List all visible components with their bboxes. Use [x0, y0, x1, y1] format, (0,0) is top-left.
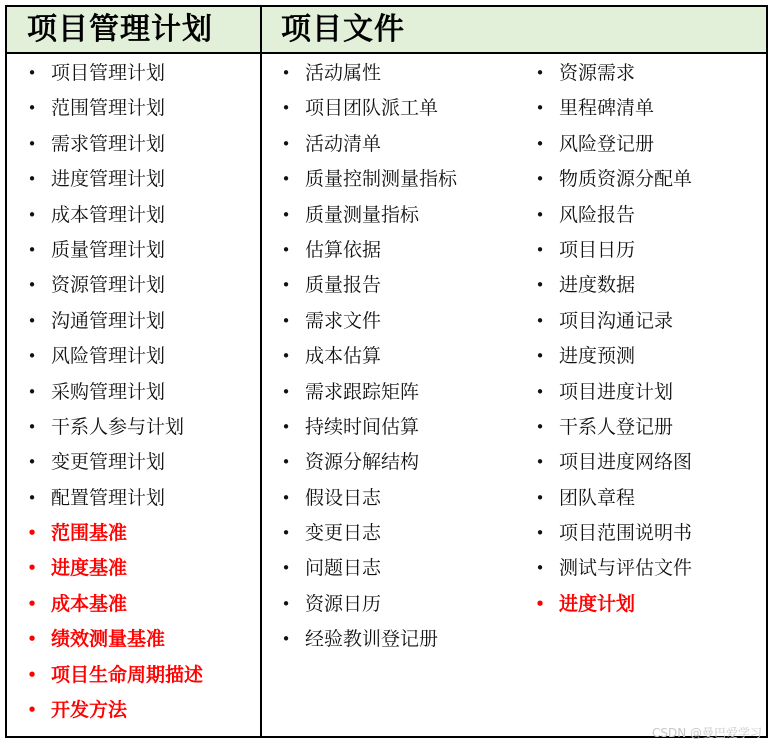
list-item-label: 成本管理计划 — [51, 203, 166, 226]
list-item-label: 沟通管理计划 — [51, 309, 166, 332]
bullet-icon: • — [281, 453, 291, 472]
list-item — [26, 410, 203, 445]
list-item — [280, 410, 457, 445]
bullet-icon: • — [535, 276, 545, 295]
bullet-icon: • — [27, 170, 37, 189]
watermark: CSDN @曼巴爱学习 — [651, 726, 762, 740]
header-project-documents: 项目文件 — [281, 12, 405, 47]
list-item-label: 估算依据 — [305, 238, 382, 261]
list-item — [534, 587, 692, 622]
list-item-label: 变更管理计划 — [51, 451, 166, 474]
list-item — [534, 410, 692, 445]
bullet-icon: • — [281, 488, 291, 507]
bullet-icon: • — [27, 205, 37, 224]
list-item — [26, 339, 203, 374]
bullet-icon: • — [281, 134, 291, 153]
bullet-icon: • — [535, 559, 545, 578]
bullet-icon: • — [27, 559, 37, 578]
list-item-label: 问题日志 — [305, 557, 382, 580]
list-item — [534, 516, 692, 551]
bullet-icon: • — [281, 347, 291, 366]
list-item-label: 项目沟通记录 — [559, 309, 674, 332]
list-item — [26, 162, 203, 197]
list-item — [26, 198, 203, 233]
list-item — [280, 445, 457, 480]
list-item — [26, 693, 203, 728]
bullet-icon: • — [27, 240, 37, 259]
list-item — [280, 91, 457, 126]
bullet-icon: • — [281, 630, 291, 649]
list-item-label: 质量报告 — [305, 274, 382, 297]
list-item — [534, 162, 692, 197]
list-item — [280, 587, 457, 622]
list-item — [280, 375, 457, 410]
list-item — [280, 198, 457, 233]
list-item — [26, 268, 203, 303]
bullet-icon: • — [535, 417, 545, 436]
list-item-label: 活动清单 — [305, 132, 382, 155]
bullet-icon: • — [281, 99, 291, 118]
list-item-label: 质量管理计划 — [51, 238, 166, 261]
bullet-icon: • — [535, 240, 545, 259]
bullet-icon: • — [535, 311, 545, 330]
list-item — [26, 516, 203, 551]
list-item-label: 成本基准 — [51, 592, 128, 615]
list-item — [534, 481, 692, 516]
bullet-icon: • — [27, 524, 37, 543]
list-item-label: 持续时间估算 — [305, 415, 420, 438]
list-item — [26, 622, 203, 657]
list-item-label: 需求文件 — [305, 309, 382, 332]
bullet-icon: • — [281, 205, 291, 224]
list-project-documents-2 — [534, 56, 692, 622]
bullet-icon: • — [27, 99, 37, 118]
bullet-icon: • — [281, 417, 291, 436]
bullet-icon: • — [281, 382, 291, 401]
list-item-label: 开发方法 — [51, 699, 128, 722]
list-item-label: 活动属性 — [305, 62, 382, 84]
list-item — [534, 304, 692, 339]
bullet-icon: • — [27, 311, 37, 330]
list-item-label: 进度数据 — [559, 274, 636, 297]
list-item-label: 进度计划 — [559, 592, 636, 615]
list-item-label: 采购管理计划 — [51, 380, 166, 403]
list-item-label: 需求管理计划 — [51, 132, 166, 155]
list-item — [534, 375, 692, 410]
bullet-icon: • — [281, 276, 291, 295]
list-item — [26, 56, 203, 91]
bullet-icon: • — [27, 701, 37, 720]
list-item-label: 资源管理计划 — [51, 274, 166, 297]
list-item-label: 资源需求 — [559, 62, 636, 84]
bullet-icon: • — [535, 347, 545, 366]
list-item-label: 里程碑清单 — [559, 97, 655, 120]
list-item — [26, 127, 203, 162]
bullet-icon: • — [27, 630, 37, 649]
list-item-label: 资源分解结构 — [305, 451, 420, 474]
list-item — [534, 56, 692, 91]
list-item-label: 经验教训登记册 — [305, 628, 439, 651]
list-item-label: 项目进度网络图 — [559, 451, 693, 474]
list-item-label: 变更日志 — [305, 522, 382, 545]
list-item — [26, 233, 203, 268]
list-item-label: 资源日历 — [305, 592, 382, 615]
list-item — [534, 233, 692, 268]
list-item — [26, 304, 203, 339]
bullet-icon: • — [535, 453, 545, 472]
bullet-icon: • — [535, 382, 545, 401]
list-item-label: 进度预测 — [559, 345, 636, 368]
list-item-label: 干系人登记册 — [559, 415, 674, 438]
list-item-label: 假设日志 — [305, 486, 382, 509]
list-item — [26, 551, 203, 586]
list-item-label: 质量测量指标 — [305, 203, 420, 226]
header-project-management-plan: 项目管理计划 — [27, 12, 213, 47]
column-divider — [260, 7, 262, 736]
list-item — [534, 445, 692, 480]
bullet-icon: • — [27, 347, 37, 366]
bullet-icon: • — [27, 665, 37, 684]
list-item-label: 进度基准 — [51, 557, 128, 580]
bullet-icon: • — [281, 559, 291, 578]
bullet-icon: • — [281, 311, 291, 330]
list-item — [26, 91, 203, 126]
bullet-icon: • — [27, 382, 37, 401]
bullet-icon: • — [535, 524, 545, 543]
list-item-label: 项目管理计划 — [51, 62, 166, 84]
list-project-management-plan — [26, 56, 203, 728]
list-item — [534, 198, 692, 233]
list-item-label: 成本估算 — [305, 345, 382, 368]
bullet-icon: • — [535, 488, 545, 507]
list-item-label: 进度管理计划 — [51, 168, 166, 191]
bullet-icon: • — [27, 453, 37, 472]
bullet-icon: • — [27, 488, 37, 507]
list-item — [280, 622, 457, 657]
bullet-icon: • — [27, 134, 37, 153]
table-header — [7, 7, 766, 54]
list-item — [280, 339, 457, 374]
list-item-label: 项目日历 — [559, 238, 636, 261]
list-item — [534, 339, 692, 374]
bullet-icon: • — [535, 99, 545, 118]
bullet-icon: • — [281, 594, 291, 613]
list-item-label: 范围管理计划 — [51, 97, 166, 120]
list-item — [534, 91, 692, 126]
list-item — [280, 304, 457, 339]
bullet-icon: • — [281, 524, 291, 543]
list-item-label: 绩效测量基准 — [51, 628, 166, 651]
list-project-documents-1 — [280, 56, 457, 658]
list-item-label: 项目范围说明书 — [559, 522, 693, 545]
bullet-icon: • — [27, 594, 37, 613]
list-item — [280, 56, 457, 91]
list-item — [26, 481, 203, 516]
list-item-label: 范围基准 — [51, 522, 128, 545]
list-item — [534, 268, 692, 303]
bullet-icon: • — [27, 276, 37, 295]
list-item-label: 物质资源分配单 — [559, 168, 693, 191]
inputs-table — [5, 5, 768, 738]
list-item — [534, 127, 692, 162]
bullet-icon: • — [27, 417, 37, 436]
list-item — [280, 127, 457, 162]
bullet-icon: • — [281, 240, 291, 259]
list-item — [280, 162, 457, 197]
list-item — [26, 375, 203, 410]
list-item-label: 风险管理计划 — [51, 345, 166, 368]
bullet-icon: • — [535, 170, 545, 189]
list-item — [280, 516, 457, 551]
list-item — [26, 587, 203, 622]
list-item-label: 风险登记册 — [559, 132, 655, 155]
list-item — [26, 658, 203, 693]
bullet-icon: • — [535, 205, 545, 224]
list-item-label: 项目团队派工单 — [305, 97, 439, 120]
list-item-label: 需求跟踪矩阵 — [305, 380, 420, 403]
bullet-icon: • — [281, 64, 291, 82]
bullet-icon: • — [281, 170, 291, 189]
list-item — [280, 551, 457, 586]
list-item-label: 测试与评估文件 — [559, 557, 693, 580]
list-item — [26, 445, 203, 480]
list-item-label: 团队章程 — [559, 486, 636, 509]
list-item-label: 干系人参与计划 — [51, 415, 185, 438]
list-item-label: 风险报告 — [559, 203, 636, 226]
list-item — [280, 481, 457, 516]
bullet-icon: • — [535, 64, 545, 82]
bullet-icon: • — [535, 594, 545, 613]
list-item-label: 项目生命周期描述 — [51, 663, 204, 686]
bullet-icon: • — [27, 64, 37, 82]
list-item — [534, 551, 692, 586]
list-item-label: 质量控制测量指标 — [305, 168, 458, 191]
list-item-label: 配置管理计划 — [51, 486, 166, 509]
list-item — [280, 268, 457, 303]
list-item-label: 项目进度计划 — [559, 380, 674, 403]
list-item — [280, 233, 457, 268]
bullet-icon: • — [535, 134, 545, 153]
